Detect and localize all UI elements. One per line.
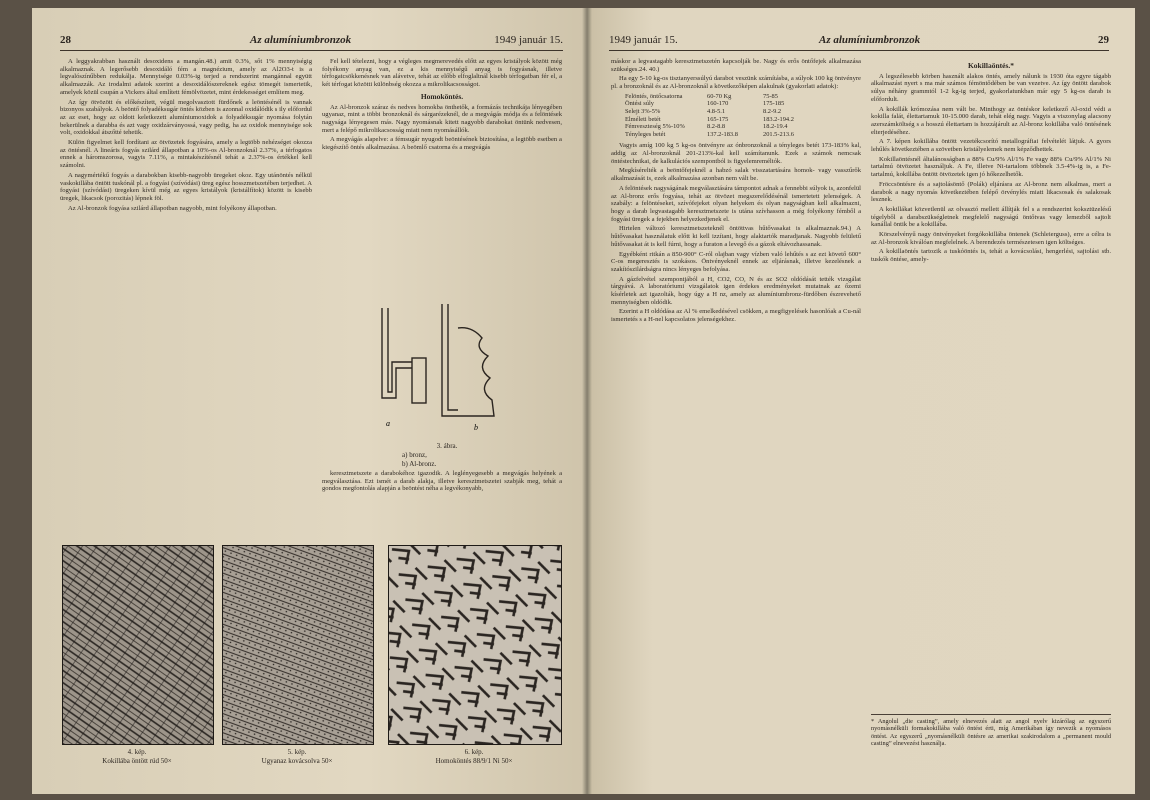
paragraph: A gázfelvétel szempontjából a H, CO2, CO, N és az SO2 oldódását tették vizsgálat tárgyává. A laboratóriumi vizsgálatok igen érdekes eredményeket mutatnak az őzemi kísérletek azt igazolták, hogy úgy a H nz, amely az alumíniumbronz-fürdőben észrevehető mennyiségben oldódik.	[611, 275, 861, 306]
left-page-header	[60, 34, 563, 51]
table-row: Fémveszteség 5%-10% 8.2-8.8 18.2-19.4	[625, 123, 788, 131]
page-number: 28	[60, 34, 71, 46]
paragraph: Ezerint a H oldódása az Al % emelkedésével csökken, a megfigyelések hasonlóak a Cu-nál ismertetés s a H-nel kapcsolatos jelenségekhez.	[611, 308, 861, 324]
gate-a-inner	[388, 308, 412, 392]
paragraph: Hirtelen változó keresztmetszeteknél öntöttvas hűtővasakat is alkalmaznak.94.) A hűtővasakat használatuk előtt ki kell izzítani, hogy alaktartók maradjanak. Nagyobb felületű hűtővasakat át is kell fúrni, hogy a furaton a levegő és a gázok eltávozhassanak.	[611, 225, 861, 248]
paragraph: A legszélesebb körben használt alakos öntés, amely nálunk is 1930 óta egyre tágabb alkalmazást nyert s ma már számos fémöntődében be van vezetve. Az így öntött darabok súlya néhány grammtól 1-2 kg-ig terjed, gyakorlatunkban már egy 5 kg-os darab is előfordult.	[871, 72, 1111, 103]
issue-date: 1949 január 15.	[494, 34, 563, 46]
paragraph: Az így ötvözött és előkészített, végül megolvasztott fürdőnek a leöntésénél is vannak bizonyos szabályok. A beöntő folyadéksugár öntés közben is azonnal oxidálódik s ily előfordul az az eset, hogy az oldott keletkezett alumíniumoxidok a folyadéksugár nyomása folytán bekerülnek a darabba és azt vagy oxidzárványossá, vagy pedig, ha az oxidok mennyisége sok volt, oxidokkal átszőtté tehetik.	[60, 98, 312, 137]
micrograph-4	[62, 545, 214, 745]
paragraph: Körszelvényű nagy öntvényeket forgókokillába öntenek (Schleierguss), erre a célra is az Al-bronzok kiválóan megfelelnek. A berendezés természetesen igen költséges.	[871, 231, 1111, 246]
running-title: Az alumíniumbronzok	[250, 34, 352, 46]
figure-3-gating-diagram	[362, 298, 532, 438]
paragraph: Vagyis amíg 100 kg 5 kg-os öntvényre az ónbronzoknál a tényleges betét 173-183% kal, addig az Al-bronzoknál 201-213%-kal kell számítanunk. Ezek a számok nemcsak öntéstechnikai, de kalkulációs szempontból is figyelemreméltók.	[611, 142, 861, 165]
left-column-2-continued	[322, 470, 562, 534]
paragraph: Ha egy 5-10 kg-os tisztanyerssúlyú darabot veszünk számításba, a súlyok 100 kg öntvényre pl. a bronzoknál és az Al-bronzoknál a következőképen alakulnak (gyakorlati adatok):	[611, 75, 861, 91]
paragraph: Egyébként ritkán a 850-900° C-ról olajban vagy vízben való lehűtés s az ezt követő 600° C-os megeresztés is szokásos. Öntvényeknél ennek az eljárásnak, illetve kezelésnek a szakítószilárdságra nincs lényeges befolyása.	[611, 250, 861, 273]
figure-3-caption: 3. ábra. a) bronz, b) Al-bronz.	[402, 442, 458, 468]
table-row: Tényleges betét 137.2-183.8 201.5-213.6	[625, 130, 794, 138]
right-column-2	[871, 58, 1111, 708]
table-row: Öntési súly 160-170 175-185	[625, 100, 785, 108]
paragraph: Az Al-bronzok fogyása szilárd állapotban nagyobb, mint folyékony állapotban.	[68, 204, 277, 212]
paragraph: A leggyakrabban használt desoxidens a mangán.48.) amit 0.3%, sőt 1% mennyiségig alkalmaznak. A legerősebb desoxidáló fém a magnézium, amely az Al2O3-t is a legvalószínűbben redukálja. Mennyisége 0.03%-ig terjed a rendszerint mangánnal együtt alkalmazzák. Az irodalmi adatok szerint a desoxidálószereknek egész tömegét ismertetik, amelyek közül csupán a Vickers által említett fémölvözetet, mint érdekességet említem meg.	[60, 58, 312, 96]
gate-a-outline	[382, 308, 412, 398]
paragraph: Külön figyelmet kell fordítani az ötvözetek fogyására, amely a legtöbb nehézséget okozza az öntésnél. A lineáris fogyás szilárd állapotban a 10%-os Al-bronzoknál 2.37%, a térfogatos ennek a háromszorosa, vagyis 7.11%, a mintakészítésnél tehát a 2.37%-os értékkel kell számolni.	[60, 139, 312, 170]
book-gutter	[582, 8, 592, 794]
paragraph: Fel kell tételezni, hogy a végleges megmerevedés előtt az egyes kristályok között még folyékony anyag van, ez a kis mennyiségű anyag is fogyásnak, illetve térfogatcsökkenésnek van alávetve, tehát az előbb elfoglaltnál kisebb térfogatban fér el, a két térfogat közötti különbség okozza a mikrolikacsosságot.	[322, 58, 562, 89]
paragraph: A kokillákat közvetlenül az olvasztó mellett állítják fel s a rendszerint koksztüzelésű tégelyből a darabszükségletnek megfelelő nagyságú öntőtvas vagy lemezből sajtolt kanállal öntik be a kokillába.	[871, 205, 1111, 229]
table-row: Felöntés, öntőcsatorna 60-70 Kg 75-85	[625, 92, 778, 100]
micrograph-5	[222, 545, 374, 745]
paragraph: keresztmetszete a darabokéhoz igazodik. A leglényegesebb a megvágás helyének a megválasztása. Ezt ismét a darab alakja, illetve keresztmetszetei szabják meg, tehát a gondos megfontolás alapján a beöntést néha a legvékonyabb,	[322, 470, 562, 493]
paragraph: A kokillák krómozása nem vált be. Minthogy az öntéskor keletkező Al-oxid védi a kokilla falát, élettartamuk 10-15.000 darab, tehát elég nagy. Vagyis a viszonylag alacsony azerszámköltség s a hosszú élettartam is hozzájárult az Al-bronz kokillába való öntésének elterjedéséhez.	[871, 105, 1111, 136]
right-page-header	[609, 34, 1109, 51]
micrograph-6	[388, 545, 562, 745]
casting-weights-table	[625, 93, 861, 139]
paragraph: máskor a legvastagabb keresztmetszetén kapcsolják be. Nagy és erős öntőfejek alkalmazása szükséges.24. 40.)	[611, 58, 861, 73]
paragraph: A 7. képen kokillába öntött vezetékcsorító metallográfiai felvételét látjuk. A gyors lehűlés következtében a szövetben kristályelemek nem képződhettek.	[871, 138, 1111, 154]
left-page	[32, 8, 587, 794]
running-title: Az alumíniumbronzok	[819, 34, 921, 46]
gate-b-sprue	[442, 304, 458, 416]
paragraph: Az Al-bronzok száraz és nedves homokba önthetők, a formázás technikája lényegében ugyanaz, mint a többi bronzoknál és sárgarézeknél, de a megvágás módja és a felöntések nagysága lényegesen más. Nagy nyomásnak kitett nagyobb darabokat öntünk nedvesen, mert a felépő mikrolikacsosság miatt nem nyomásállók.	[322, 103, 562, 134]
paragraph: A megvágás alapelve: a fémsugár nyugodt beöntésének biztosítása, a legtöbb esetben a kiegészítő öntés alkalmazása. A beömlő csatorna és a megvágás	[322, 136, 562, 152]
left-column-1	[60, 58, 312, 534]
issue-date: 1949 január 15.	[609, 34, 678, 46]
label-b: b	[474, 423, 478, 432]
photo-5-caption: 5. kép. Ugyanaz kovácsolva 50×	[261, 748, 333, 765]
label-a: a	[386, 419, 390, 428]
paragraph: A kokillaöntés tartozik a tuskóöntés is, tehát a kovácsolási, hengerlési, sajtolási stb. tuskók öntése, amely-	[871, 248, 1111, 264]
casting-b	[458, 328, 494, 416]
casting-a	[412, 358, 426, 403]
paragraph: A felöntések nagyságának megválasztására támpontot adnak a fennebbi súlyok is, azonfelül az Al-bronz erős fogyása, tehát az ötvözet megszerelődésénál ismertetett jelenségek. A szabály: a felöntéseket, szívófejeket olyan helyeken és olyan nagyságban kell alkalmazni, hogy a darab legvastagabb keresztmetszete is utána szívhasson a még folyékony fémből a fogyási üregek a fejekben helyezkedjenek el.	[611, 184, 861, 223]
photo-4-caption: 4. kép. Kokillába öntött rúd 50×	[102, 748, 172, 765]
right-column-1	[611, 58, 861, 788]
table-row: Selejt 3%-5% 4.8-5.1 8.2-9.2	[625, 108, 782, 115]
section-title-kokillaontes: Kokillaöntés.*	[967, 61, 1015, 70]
table-row: Elméleti betét 165-175 183.2-194.2	[625, 115, 794, 123]
photo-6-caption: 6. kép. Homoköntés 88/9/1 Ni 50×	[435, 748, 513, 765]
section-title-homokontes: Homoköntés.	[420, 91, 464, 101]
paragraph: A nagymértékű fogyás a darabokban kisebb-nagyobb üregeket okoz. Egy utánöntés nélkül vaskokillába öntött tuskónál pl. a fogyási (szívódási) üreg egész hosszmetszetében terjedhet. A fogyási (szívódási) üregeken kívül még az egyes kristályok (kristálfítok) között is kisebb üregek, likacsok (porozitás) lépnek föl.	[60, 171, 312, 202]
paragraph: Fröccsöntésre és a sajtolásöntő (Polák) eljárásra az Al-bronz nem alkalmas, mert a darabok a nagy nyomás következtében felépő örvénylés miatt likacsosak és salakosak lesznek.	[871, 180, 1111, 204]
right-page	[587, 8, 1135, 794]
left-column-2	[322, 58, 562, 288]
footnote: * Angolul „die casting”, amely elnevezés alatt az angol nyelv kizárólag az egyszerű nyomásnélküli formakokillába való öntést érti, míg Amerikában így nevezik a nyomásos öntést. Az egyszerű „nyomásnélküli öntésre az amerikai szakirodalom a „permanent mould casting” elnevezést használja.	[871, 714, 1111, 748]
page-number: 29	[1098, 34, 1109, 46]
paragraph: Megkísérelték a beöntőfejeknél a habzó salak visszatartására homok- vagy vasszűrők alkalmazását is, ezek alkalmazása azonban nem vált be.	[611, 167, 861, 183]
paragraph: Kokillaöntésnél általánosságban a 88% Cu/9% Al/1% Fe vagy 88% Cu/9% Al/1% Ni tartalmú ötvözetet használjuk. A Fe, illetve Ni-tartalom többnek 3.5-4%-ig is, a Fe-tartalmú, kokillába öntött ötvözetek igen jó hőkezelhetők.	[871, 155, 1111, 179]
